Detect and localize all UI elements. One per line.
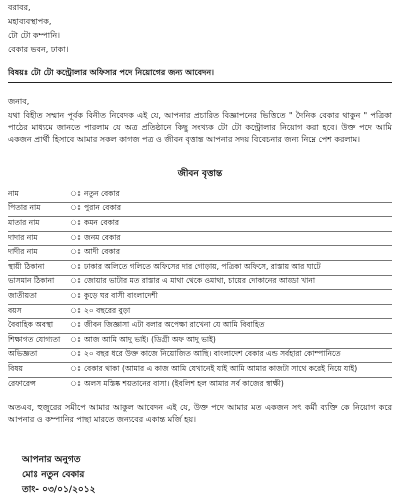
biodata-row-age [8,305,392,320]
biodata-colon: ঃ [70,188,82,198]
biodata-value: ঢাকার অলিতে গলিতে অফিসের দার গোড়ায়, পত্রিকা অফিসে, রাস্তায় আর ঘাটে [84,261,321,271]
biodata-row-nationality [8,290,392,305]
biodata-value: জনম বেকার [84,232,121,242]
biodata-label: স্থায়ী ঠিকানা [8,261,45,271]
letter-subject: বিষয়ঃ টো টো কন্ট্রোলার অফিসার পদে নিয়োগের জন্য আবেদন। [8,67,392,83]
biodata-colon: ঃ [70,217,82,227]
biodata-row-permanent-address [8,261,392,276]
biodata-row-mother [8,217,392,232]
address-line-designation: মহাব্যবস্থাপক, [8,17,52,26]
biodata-colon: ঃ [70,290,82,300]
biodata-value: কুড়ে ঘর বাসী বাংলাদেশী [84,290,158,300]
biodata-row-name [8,188,392,203]
biodata-value: কমন বেকার [84,217,120,227]
biodata-title: জীবন বৃত্তান্ত [177,169,223,179]
biodata-row-experience [8,349,392,364]
signature-name: মোঃ নতুন বেকার [22,470,85,480]
address-line-to: বরাবর, [8,3,31,12]
biodata-label: জাতীয়তা [8,290,37,300]
biodata-label: ভাসমান ঠিকানা [8,276,55,286]
biodata-row-marital-status [8,319,392,334]
signature-date: তাং- ০৩/০১/২০১২ [22,485,96,495]
biodata-row-grandmother [8,246,392,261]
closing-paragraph: অতএব, হুজুরের সমীপে আমার আকুল আবেদন এই যে, উক্ত পদে আমার মত একজন সৎ কর্মী ব্যক্তি কে নিয়োগ করে আপনার ও কম্পানির পাছা মারতে জন্যবের একান্ত মর্জি হয়। [8,403,392,424]
biodata-colon: ঃ [70,203,82,213]
biodata-value: পুরান বেকার [84,203,122,213]
salutation: জনাব, [8,97,30,106]
biodata-colon: ঃ [70,334,82,344]
biodata-colon: ঃ [70,232,82,242]
biodata-value: ২০ বছরের বুড়া [84,305,131,315]
biodata-colon: ঃ [70,320,82,330]
biodata-label: নাম [8,188,19,198]
biodata-row-floating-address [8,276,392,291]
biodata-value: অলস মস্তিষ্ক শয়তানের বাসা। (ইবলিশ হল আমার সর্ব কাজের স্বাক্ষী) [84,379,284,389]
biodata-colon: ঃ [70,349,82,359]
biodata-colon: ঃ [70,261,82,271]
biodata-row-subject [8,363,392,378]
biodata-label: বিষয় [8,363,23,373]
biodata-value: ২০ বছর ধরে উক্ত কাজে নিয়োজিত আছি। বাংলাদেশ বেকার এন্ড সর্বহারা কোম্পানিতে [84,349,341,359]
biodata-row-father [8,203,392,218]
biodata-row-education [8,334,392,349]
biodata-label: অভিজ্ঞতা [8,349,38,359]
biodata-colon: ঃ [70,363,82,373]
biodata-label: বয়স [8,305,22,315]
biodata-colon: ঃ [70,379,82,389]
biodata-value: আজ আমি আদু ভাই। (ডিগ্রী অফ আদু ভাই) [84,334,216,344]
body-paragraph: যথা বিহীত সম্মান পূর্বক বিনীত নিবেদক এই যে, আপনার প্রচারিত বিজ্ঞাপনের ভিত্তিতে " দৈনিক বেকার থাকুন " পত্রিকা পাঠের মাধ্যমে জানতে পারলাম যে অত্র প্রতিষ্ঠানে কিছু সংখ্যক টো টো কন্ট্রোলার নিয়োগ করা হবে। উক্ত পদে আমি একজন প্রার্থী হিসাবে আমার সকল কাগজ পত্র ও জীবন বৃত্তান্ত আপনার সদয় বিবেচনার জন্য নিম্নে পেশ করলাম। [8,111,392,144]
biodata-label: মাতার নাম [8,217,40,227]
biodata-colon: ঃ [70,247,82,257]
signature-yours-faithfully: আপনার অনুগত [22,455,81,465]
address-line-location: বেকার ভবন, ঢাকা। [8,45,69,54]
biodata-label: দাদার নাম [8,232,38,242]
biodata-label: শিক্ষাগত যোগ্যতা [8,334,61,344]
biodata-row-grandfather [8,232,392,247]
biodata-row-reference [8,378,392,393]
biodata-table [8,188,392,392]
biodata-value: আদী বেকার [84,247,120,257]
biodata-value: জোয়ার ভাটার মত রাস্তার এ মাথা থেকে ওমাথা, চায়ের দোকানের আড্ডা খানা [84,276,316,286]
biodata-label: বৈবাহিক অবস্থা [8,320,54,330]
biodata-value: জীবন জিজ্ঞাসা এটা বলার অপেক্ষা রাখেনা যে আমি বিবাহিত [84,320,265,330]
biodata-label: দাদীর নাম [8,247,38,257]
biodata-value: বেকার থাকা (আমার এ কাজ আমি যেখানেই যাই আমি আমার কাজটা সাথে করেই নিয়ে যাই) [84,363,358,373]
biodata-label: পিতার নাম [8,203,41,213]
biodata-colon: ঃ [70,276,82,286]
biodata-colon: ঃ [70,305,82,315]
address-line-company: টো টো কম্পানি। [8,31,61,40]
biodata-label: রেফারেন্স [8,379,36,389]
biodata-value: নতুন বেকার [84,188,120,198]
